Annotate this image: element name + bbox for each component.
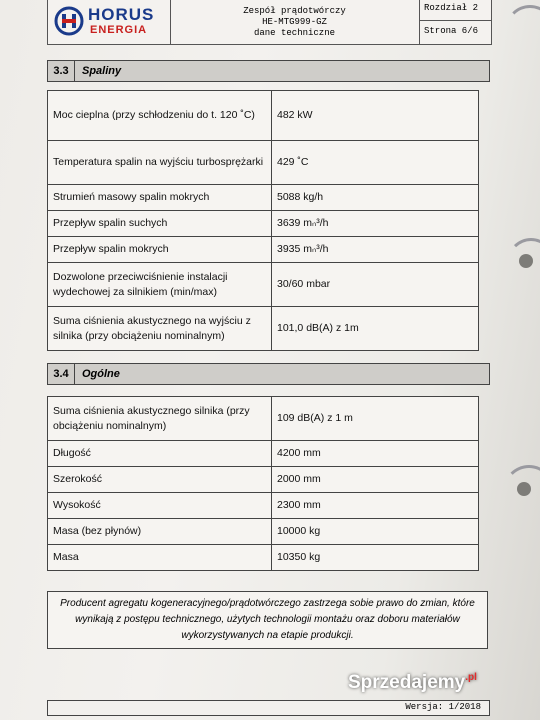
table-row (48, 141, 479, 185)
spec-key: Wysokość (48, 493, 272, 519)
section-number: 3.3 (48, 61, 75, 81)
table-row (48, 397, 479, 441)
table-row (48, 185, 479, 211)
table-row (48, 493, 479, 519)
table-row (48, 91, 479, 141)
spec-key: Dozwolone przeciwciśnienie instalacji wydechowej za silnikiem (min/max) (48, 263, 272, 307)
horus-logo-icon (54, 6, 84, 36)
spec-key: Masa (bez płynów) (48, 519, 272, 545)
spec-key: Długość (48, 441, 272, 467)
company-logo (48, 0, 171, 44)
spec-key: Szerokość (48, 467, 272, 493)
spec-value: 3639 mₙ³/h (272, 211, 479, 237)
table-row (48, 545, 479, 571)
spec-value: 5088 kg/h (272, 185, 479, 211)
spec-table-spaliny (47, 90, 479, 351)
spec-value: 10000 kg (272, 519, 479, 545)
logo-text-horus: HORUS (88, 5, 155, 24)
spec-table-ogolne (47, 396, 479, 571)
watermark-suffix: .pl (465, 672, 477, 683)
section-title: Ogólne (82, 368, 120, 380)
table-row (48, 467, 479, 493)
header-title-block (170, 0, 420, 44)
spec-key: Suma ciśnienia akustycznego na wyjściu z silnika (przy obciążeniu nominalnym) (48, 307, 272, 351)
spec-value: 482 kW (272, 91, 479, 141)
table-row (48, 237, 479, 263)
spec-value: 4200 mm (272, 441, 479, 467)
header-meta (420, 0, 491, 44)
document-header (47, 0, 492, 45)
spec-key: Temperatura spalin na wyjściu turbosprężarki (48, 141, 272, 185)
chapter-label: Rozdział 2 (424, 3, 479, 13)
spec-value: 101,0 dB(A) z 1m (272, 307, 479, 351)
table-row (48, 211, 479, 237)
punch-hole (519, 254, 533, 268)
spec-key: Masa (48, 545, 272, 571)
table-row (48, 307, 479, 351)
spec-value: 30/60 mbar (272, 263, 479, 307)
section-heading-ogolne (47, 363, 490, 385)
spec-value: 109 dB(A) z 1 m (272, 397, 479, 441)
binder-ring (505, 5, 540, 55)
disclaimer-note: Producent agregatu kogeneracyjnego/prądotwórczego zastrzega sobie prawo do zmian, które wynikają z postępu technicznego, użytych technologii montażu oraz doboru materiałów wykorzystywanych na etapie produkcji. (47, 591, 488, 649)
header-line-2: HE-MTG999-GZ (262, 17, 327, 27)
spec-value: 429 ˚C (272, 141, 479, 185)
spec-key: Przepływ spalin suchych (48, 211, 272, 237)
spec-value: 3935 mₙ³/h (272, 237, 479, 263)
logo-text-energia: ENERGIA (90, 24, 148, 36)
section-title: Spaliny (82, 65, 122, 77)
sprzedajemy-watermark (348, 672, 477, 694)
spec-value: 2300 mm (272, 493, 479, 519)
spec-value: 10350 kg (272, 545, 479, 571)
punch-hole (517, 482, 531, 496)
spec-key: Przepływ spalin mokrych (48, 237, 272, 263)
header-line-3: dane techniczne (253, 28, 335, 38)
spec-key: Suma ciśnienia akustycznego silnika (przy obciążeniu nominalnym) (48, 397, 272, 441)
table-row (48, 263, 479, 307)
document-footer (47, 700, 490, 716)
page-number: Strona 6/6 (424, 26, 479, 36)
table-row (48, 519, 479, 545)
section-number: 3.4 (48, 364, 75, 384)
spec-key: Moc cieplna (przy schłodzeniu do t. 120 ˚C) (48, 91, 272, 141)
version-label: Wersja: 1/2018 (405, 702, 481, 712)
spec-key: Strumień masowy spalin mokrych (48, 185, 272, 211)
spec-value: 2000 mm (272, 467, 479, 493)
watermark-text: Sprzedajemy (348, 672, 466, 693)
section-heading-spaliny (47, 60, 490, 82)
table-row (48, 441, 479, 467)
header-line-1: Zespół prądotwórczy (243, 6, 346, 16)
